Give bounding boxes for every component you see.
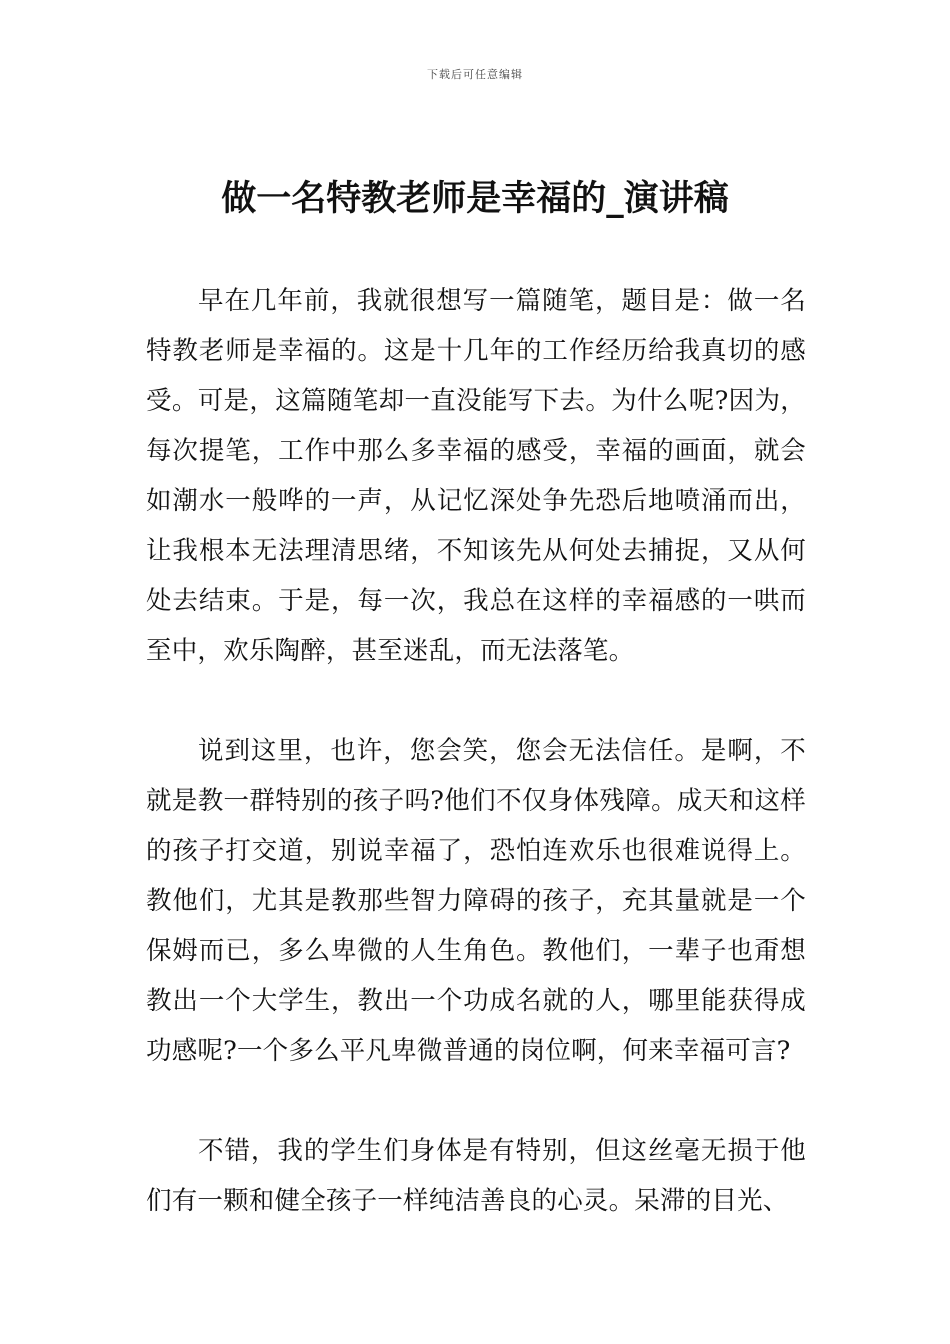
header-note: 下载后可任意编辑 (427, 68, 523, 81)
paragraph-3: 不错，我的学生们身体是有特别，但这丝毫无损于他们有一颗和健全孩子一样纯洁善良的心灵。呆滞的目光、 (146, 1136, 806, 1216)
document-title: 做一名特教老师是幸福的_演讲稿 (221, 179, 729, 219)
document-body (146, 276, 806, 1226)
paragraph-2: 说到这里，也许，您会笑，您会无法信任。是啊，不就是教一群特别的孩子吗?他们不仅身体残障。成天和这样的孩子打交道，别说幸福了，恐怕连欢乐也很难说得上。教他们，尤其是教那些智力障碍的孩子，充其量就是一个保姆而已，多么卑微的人生角色。教他们，一辈子也甭想教出一个大学生，教出一个功成名就的人，哪里能获得成功感呢?一个多么平凡卑微普通的岗位啊，何来幸福可言? (146, 736, 806, 1066)
paragraph-1: 早在几年前，我就很想写一篇随笔，题目是：做一名特教老师是幸福的。这是十几年的工作经历给我真切的感受。可是，这篇随笔却一直没能写下去。为什么呢?因为，每次提笔，工作中那么多幸福的感受，幸福的画面，就会如潮水一般哗的一声，从记忆深处争先恐后地喷涌而出，让我根本无法理清思绪，不知该先从何处去捕捉，又从何处去结束。于是，每一次，我总在这样的幸福感的一哄而至中，欢乐陶醉，甚至迷乱，而无法落笔。 (146, 286, 806, 666)
